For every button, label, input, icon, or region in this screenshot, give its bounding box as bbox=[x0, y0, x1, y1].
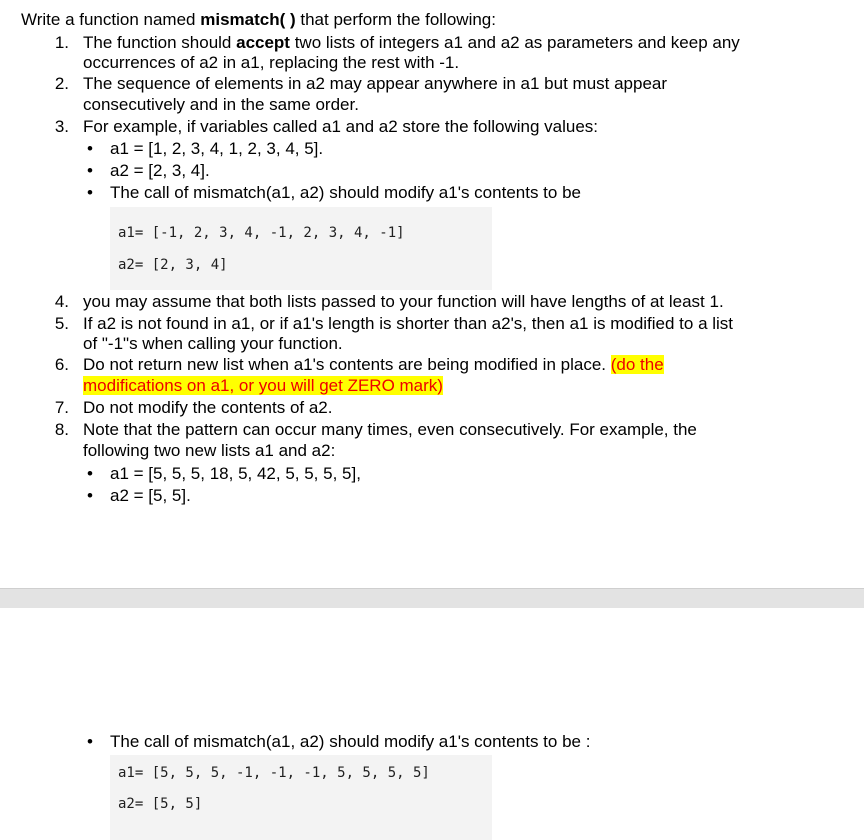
document-page-2 bbox=[0, 608, 864, 840]
item-number-5: 5. bbox=[54, 314, 69, 333]
item-5-line-2: of "-1"s when calling your function. bbox=[83, 334, 343, 353]
item-1-line-2: occurrences of a2 in a1, replacing the rest with -1. bbox=[83, 53, 460, 72]
bullet-icon: • bbox=[87, 183, 93, 202]
item-8-line-1: Note that the pattern can occur many times, even consecutively. For example, the bbox=[83, 420, 697, 439]
example-a2: a2 = [2, 3, 4]. bbox=[110, 161, 210, 180]
code-line: a1= [-1, 2, 3, 4, -1, 2, 3, 4, -1] bbox=[118, 225, 405, 241]
bullet-icon: • bbox=[87, 464, 93, 483]
item-4-line-1: you may assume that both lists passed to your function will have lengths of at least 1. bbox=[83, 292, 724, 311]
example2-a2: a2 = [5, 5]. bbox=[110, 486, 191, 505]
bullet-icon: • bbox=[87, 161, 93, 180]
item-7-line-1: Do not modify the contents of a2. bbox=[83, 398, 333, 417]
warning-highlight: modifications on a1, or you will get ZERO mark) bbox=[83, 376, 443, 395]
code-line: a2= [5, 5] bbox=[118, 796, 203, 812]
example2-a1: a1 = [5, 5, 5, 18, 5, 42, 5, 5, 5, 5], bbox=[110, 464, 361, 483]
bullet-icon: • bbox=[87, 732, 93, 751]
function-name: mismatch( ) bbox=[200, 10, 296, 29]
item-number-4: 4. bbox=[54, 292, 69, 311]
example2-call: The call of mismatch(a1, a2) should modify a1's contents to be : bbox=[110, 732, 591, 751]
page-separator bbox=[0, 588, 864, 608]
item-5-line-1: If a2 is not found in a1, or if a1's length is shorter than a2's, then a1 is modified to a list bbox=[83, 314, 734, 333]
item-number-8: 8. bbox=[54, 420, 69, 439]
item-number-3: 3. bbox=[54, 117, 69, 136]
item-1-line-1: The function should accept two lists of integers a1 and a2 as parameters and keep any bbox=[83, 33, 740, 52]
warning-highlight: (do the bbox=[610, 355, 664, 374]
item-number-2: 2. bbox=[54, 74, 69, 93]
bullet-icon: • bbox=[87, 139, 93, 158]
item-2-line-1: The sequence of elements in a2 may appear anywhere in a1 but must appear bbox=[83, 74, 668, 93]
item-3-line-1: For example, if variables called a1 and a2 store the following values: bbox=[83, 117, 599, 136]
code-block-1 bbox=[110, 207, 492, 290]
item-number-7: 7. bbox=[54, 398, 69, 417]
example-a1: a1 = [1, 2, 3, 4, 1, 2, 3, 4, 5]. bbox=[110, 139, 324, 158]
bullet-icon: • bbox=[87, 486, 93, 505]
item-number-6: 6. bbox=[54, 355, 69, 374]
code-line: a2= [2, 3, 4] bbox=[118, 257, 228, 273]
item-number-1: 1. bbox=[54, 33, 69, 52]
item-6-line-1: Do not return new list when a1's contents are being modified in place. (do the bbox=[83, 355, 664, 374]
code-block-2 bbox=[110, 755, 492, 840]
code-line: a1= [5, 5, 5, -1, -1, -1, 5, 5, 5, 5] bbox=[118, 765, 430, 781]
intro-line: Write a function named mismatch( ) that perform the following: bbox=[21, 10, 496, 29]
example-call: The call of mismatch(a1, a2) should modify a1's contents to be bbox=[110, 183, 581, 202]
item-8-line-2: following two new lists a1 and a2: bbox=[83, 441, 336, 460]
item-6-line-2 bbox=[83, 375, 443, 396]
item-2-line-2: consecutively and in the same order. bbox=[83, 95, 359, 114]
